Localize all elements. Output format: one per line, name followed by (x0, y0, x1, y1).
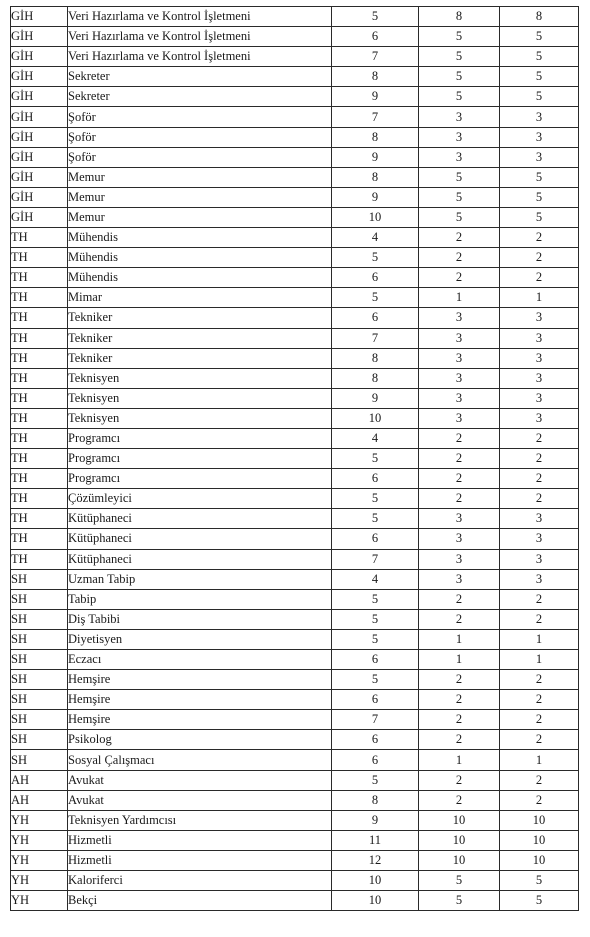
count-cell: 5 (419, 87, 500, 107)
count-cell: 5 (419, 67, 500, 87)
count-cell: 2 (419, 710, 500, 730)
grade-cell: 7 (332, 47, 419, 67)
count-cell: 5 (419, 47, 500, 67)
service-class-cell: GİH (11, 27, 68, 47)
count-cell: 5 (419, 207, 500, 227)
total-cell: 10 (500, 810, 579, 830)
service-class-cell: SH (11, 710, 68, 730)
position-title-cell: Tekniker (68, 308, 332, 328)
position-title-cell: Memur (68, 187, 332, 207)
grade-cell: 7 (332, 107, 419, 127)
table-row (11, 27, 579, 47)
table-row (11, 830, 579, 850)
count-cell: 1 (419, 629, 500, 649)
service-class-cell: SH (11, 730, 68, 750)
total-cell: 10 (500, 850, 579, 870)
table-row (11, 449, 579, 469)
grade-cell: 5 (332, 629, 419, 649)
position-title-cell: Kaloriferci (68, 871, 332, 891)
position-title-cell: Teknisyen (68, 368, 332, 388)
total-cell: 3 (500, 308, 579, 328)
position-title-cell: Hemşire (68, 710, 332, 730)
count-cell: 3 (419, 308, 500, 328)
table-row (11, 629, 579, 649)
position-title-cell: Memur (68, 167, 332, 187)
position-title-cell: Programcı (68, 428, 332, 448)
count-cell: 3 (419, 529, 500, 549)
table-row (11, 47, 579, 67)
total-cell: 3 (500, 328, 579, 348)
total-cell: 2 (500, 770, 579, 790)
table-row (11, 167, 579, 187)
count-cell: 3 (419, 348, 500, 368)
grade-cell: 8 (332, 67, 419, 87)
total-cell: 3 (500, 127, 579, 147)
table-row (11, 690, 579, 710)
count-cell: 2 (419, 469, 500, 489)
grade-cell: 5 (332, 248, 419, 268)
count-cell: 3 (419, 509, 500, 529)
grade-cell: 5 (332, 7, 419, 27)
count-cell: 1 (419, 288, 500, 308)
total-cell: 5 (500, 891, 579, 911)
count-cell: 2 (419, 730, 500, 750)
total-cell: 1 (500, 650, 579, 670)
grade-cell: 7 (332, 549, 419, 569)
grade-cell: 5 (332, 609, 419, 629)
position-title-cell: Hizmetli (68, 850, 332, 870)
table-row (11, 509, 579, 529)
count-cell: 2 (419, 770, 500, 790)
service-class-cell: GİH (11, 7, 68, 27)
position-title-cell: Şoför (68, 107, 332, 127)
count-cell: 3 (419, 147, 500, 167)
grade-cell: 5 (332, 589, 419, 609)
table-body (11, 7, 579, 911)
position-title-cell: Sekreter (68, 87, 332, 107)
table-row (11, 368, 579, 388)
count-cell: 1 (419, 750, 500, 770)
service-class-cell: YH (11, 830, 68, 850)
position-title-cell: Veri Hazırlama ve Kontrol İşletmeni (68, 47, 332, 67)
position-title-cell: Tabip (68, 589, 332, 609)
service-class-cell: TH (11, 348, 68, 368)
service-class-cell: SH (11, 629, 68, 649)
count-cell: 2 (419, 228, 500, 248)
count-cell: 3 (419, 127, 500, 147)
count-cell: 1 (419, 650, 500, 670)
service-class-cell: GİH (11, 107, 68, 127)
grade-cell: 6 (332, 529, 419, 549)
total-cell: 3 (500, 348, 579, 368)
table-row (11, 750, 579, 770)
count-cell: 2 (419, 690, 500, 710)
table-row (11, 107, 579, 127)
total-cell: 3 (500, 408, 579, 428)
service-class-cell: GİH (11, 207, 68, 227)
service-class-cell: TH (11, 308, 68, 328)
table-row (11, 850, 579, 870)
count-cell: 5 (419, 187, 500, 207)
total-cell: 3 (500, 549, 579, 569)
table-row (11, 710, 579, 730)
position-title-cell: Mühendis (68, 248, 332, 268)
grade-cell: 12 (332, 850, 419, 870)
position-title-cell: Diş Tabibi (68, 609, 332, 629)
total-cell: 2 (500, 670, 579, 690)
position-title-cell: Mühendis (68, 268, 332, 288)
position-title-cell: Sekreter (68, 67, 332, 87)
position-title-cell: Eczacı (68, 650, 332, 670)
grade-cell: 5 (332, 509, 419, 529)
total-cell: 10 (500, 830, 579, 850)
total-cell: 2 (500, 790, 579, 810)
grade-cell: 7 (332, 710, 419, 730)
position-title-cell: Memur (68, 207, 332, 227)
count-cell: 3 (419, 388, 500, 408)
table-row (11, 569, 579, 589)
total-cell: 3 (500, 107, 579, 127)
service-class-cell: TH (11, 529, 68, 549)
table-row (11, 408, 579, 428)
table-row (11, 207, 579, 227)
service-class-cell: SH (11, 589, 68, 609)
total-cell: 2 (500, 248, 579, 268)
table-row (11, 67, 579, 87)
total-cell: 1 (500, 288, 579, 308)
position-title-cell: Bekçi (68, 891, 332, 911)
service-class-cell: TH (11, 228, 68, 248)
position-title-cell: Çözümleyici (68, 489, 332, 509)
service-class-cell: TH (11, 408, 68, 428)
count-cell: 5 (419, 27, 500, 47)
position-title-cell: Şoför (68, 127, 332, 147)
count-cell: 2 (419, 268, 500, 288)
grade-cell: 6 (332, 730, 419, 750)
grade-cell: 8 (332, 790, 419, 810)
grade-cell: 6 (332, 308, 419, 328)
grade-cell: 9 (332, 87, 419, 107)
service-class-cell: TH (11, 549, 68, 569)
table-row (11, 147, 579, 167)
table-row (11, 7, 579, 27)
grade-cell: 11 (332, 830, 419, 850)
grade-cell: 9 (332, 147, 419, 167)
total-cell: 2 (500, 228, 579, 248)
total-cell: 5 (500, 187, 579, 207)
table-row (11, 87, 579, 107)
table-row (11, 730, 579, 750)
grade-cell: 8 (332, 368, 419, 388)
service-class-cell: GİH (11, 87, 68, 107)
count-cell: 2 (419, 589, 500, 609)
grade-cell: 4 (332, 569, 419, 589)
count-cell: 3 (419, 408, 500, 428)
count-cell: 3 (419, 569, 500, 589)
staff-cadre-sheet (10, 6, 579, 911)
total-cell: 8 (500, 7, 579, 27)
grade-cell: 10 (332, 408, 419, 428)
count-cell: 5 (419, 167, 500, 187)
count-cell: 2 (419, 449, 500, 469)
position-title-cell: Psikolog (68, 730, 332, 750)
table-row (11, 288, 579, 308)
service-class-cell: TH (11, 489, 68, 509)
table-row (11, 891, 579, 911)
service-class-cell: TH (11, 449, 68, 469)
table-row (11, 589, 579, 609)
service-class-cell: SH (11, 569, 68, 589)
total-cell: 2 (500, 710, 579, 730)
service-class-cell: TH (11, 428, 68, 448)
service-class-cell: TH (11, 248, 68, 268)
service-class-cell: GİH (11, 67, 68, 87)
grade-cell: 4 (332, 428, 419, 448)
table-row (11, 549, 579, 569)
table-row (11, 348, 579, 368)
service-class-cell: TH (11, 469, 68, 489)
table-row (11, 650, 579, 670)
grade-cell: 5 (332, 670, 419, 690)
grade-cell: 6 (332, 469, 419, 489)
total-cell: 2 (500, 268, 579, 288)
position-title-cell: Sosyal Çalışmacı (68, 750, 332, 770)
total-cell: 2 (500, 730, 579, 750)
grade-cell: 8 (332, 127, 419, 147)
grade-cell: 8 (332, 348, 419, 368)
service-class-cell: TH (11, 388, 68, 408)
staff-cadre-table (10, 6, 579, 911)
position-title-cell: Programcı (68, 469, 332, 489)
position-title-cell: Veri Hazırlama ve Kontrol İşletmeni (68, 27, 332, 47)
position-title-cell: Kütüphaneci (68, 529, 332, 549)
table-row (11, 770, 579, 790)
table-row (11, 187, 579, 207)
total-cell: 2 (500, 449, 579, 469)
grade-cell: 8 (332, 167, 419, 187)
table-row (11, 810, 579, 830)
grade-cell: 7 (332, 328, 419, 348)
table-row (11, 268, 579, 288)
grade-cell: 10 (332, 871, 419, 891)
count-cell: 3 (419, 328, 500, 348)
service-class-cell: GİH (11, 47, 68, 67)
service-class-cell: GİH (11, 187, 68, 207)
service-class-cell: GİH (11, 167, 68, 187)
table-row (11, 790, 579, 810)
grade-cell: 5 (332, 449, 419, 469)
position-title-cell: Hemşire (68, 690, 332, 710)
total-cell: 3 (500, 509, 579, 529)
service-class-cell: SH (11, 670, 68, 690)
count-cell: 2 (419, 489, 500, 509)
grade-cell: 6 (332, 750, 419, 770)
total-cell: 5 (500, 87, 579, 107)
total-cell: 5 (500, 871, 579, 891)
total-cell: 5 (500, 27, 579, 47)
count-cell: 3 (419, 368, 500, 388)
grade-cell: 6 (332, 690, 419, 710)
service-class-cell: AH (11, 770, 68, 790)
table-row (11, 127, 579, 147)
grade-cell: 6 (332, 27, 419, 47)
table-row (11, 609, 579, 629)
position-title-cell: Kütüphaneci (68, 509, 332, 529)
service-class-cell: SH (11, 750, 68, 770)
position-title-cell: Hemşire (68, 670, 332, 690)
total-cell: 2 (500, 489, 579, 509)
count-cell: 2 (419, 428, 500, 448)
service-class-cell: TH (11, 509, 68, 529)
service-class-cell: SH (11, 609, 68, 629)
total-cell: 2 (500, 690, 579, 710)
total-cell: 3 (500, 147, 579, 167)
service-class-cell: SH (11, 650, 68, 670)
grade-cell: 9 (332, 187, 419, 207)
total-cell: 5 (500, 207, 579, 227)
total-cell: 2 (500, 428, 579, 448)
total-cell: 5 (500, 67, 579, 87)
total-cell: 1 (500, 629, 579, 649)
count-cell: 3 (419, 107, 500, 127)
total-cell: 2 (500, 589, 579, 609)
grade-cell: 10 (332, 891, 419, 911)
grade-cell: 5 (332, 770, 419, 790)
position-title-cell: Tekniker (68, 348, 332, 368)
position-title-cell: Avukat (68, 770, 332, 790)
count-cell: 5 (419, 871, 500, 891)
position-title-cell: Mimar (68, 288, 332, 308)
position-title-cell: Şoför (68, 147, 332, 167)
count-cell: 3 (419, 549, 500, 569)
total-cell: 5 (500, 167, 579, 187)
count-cell: 2 (419, 248, 500, 268)
service-class-cell: TH (11, 368, 68, 388)
grade-cell: 10 (332, 207, 419, 227)
service-class-cell: TH (11, 288, 68, 308)
table-row (11, 670, 579, 690)
total-cell: 3 (500, 529, 579, 549)
table-row (11, 328, 579, 348)
position-title-cell: Mühendis (68, 228, 332, 248)
grade-cell: 6 (332, 650, 419, 670)
table-row (11, 228, 579, 248)
position-title-cell: Kütüphaneci (68, 549, 332, 569)
count-cell: 10 (419, 810, 500, 830)
count-cell: 5 (419, 891, 500, 911)
table-row (11, 529, 579, 549)
count-cell: 10 (419, 830, 500, 850)
position-title-cell: Veri Hazırlama ve Kontrol İşletmeni (68, 7, 332, 27)
table-row (11, 388, 579, 408)
total-cell: 3 (500, 368, 579, 388)
grade-cell: 4 (332, 228, 419, 248)
grade-cell: 5 (332, 288, 419, 308)
table-row (11, 308, 579, 328)
position-title-cell: Programcı (68, 449, 332, 469)
service-class-cell: TH (11, 328, 68, 348)
service-class-cell: GİH (11, 127, 68, 147)
count-cell: 10 (419, 850, 500, 870)
service-class-cell: YH (11, 891, 68, 911)
position-title-cell: Teknisyen (68, 408, 332, 428)
total-cell: 1 (500, 750, 579, 770)
total-cell: 3 (500, 388, 579, 408)
service-class-cell: SH (11, 690, 68, 710)
position-title-cell: Uzman Tabip (68, 569, 332, 589)
grade-cell: 9 (332, 810, 419, 830)
table-row (11, 489, 579, 509)
service-class-cell: YH (11, 871, 68, 891)
grade-cell: 9 (332, 388, 419, 408)
position-title-cell: Teknisyen (68, 388, 332, 408)
count-cell: 8 (419, 7, 500, 27)
position-title-cell: Teknisyen Yardımcısı (68, 810, 332, 830)
position-title-cell: Hizmetli (68, 830, 332, 850)
total-cell: 2 (500, 469, 579, 489)
service-class-cell: TH (11, 268, 68, 288)
service-class-cell: GİH (11, 147, 68, 167)
total-cell: 5 (500, 47, 579, 67)
count-cell: 2 (419, 609, 500, 629)
position-title-cell: Avukat (68, 790, 332, 810)
count-cell: 2 (419, 670, 500, 690)
count-cell: 2 (419, 790, 500, 810)
table-row (11, 469, 579, 489)
position-title-cell: Tekniker (68, 328, 332, 348)
table-row (11, 871, 579, 891)
service-class-cell: AH (11, 790, 68, 810)
grade-cell: 5 (332, 489, 419, 509)
grade-cell: 6 (332, 268, 419, 288)
total-cell: 3 (500, 569, 579, 589)
position-title-cell: Diyetisyen (68, 629, 332, 649)
service-class-cell: YH (11, 850, 68, 870)
total-cell: 2 (500, 609, 579, 629)
service-class-cell: YH (11, 810, 68, 830)
table-row (11, 428, 579, 448)
table-row (11, 248, 579, 268)
